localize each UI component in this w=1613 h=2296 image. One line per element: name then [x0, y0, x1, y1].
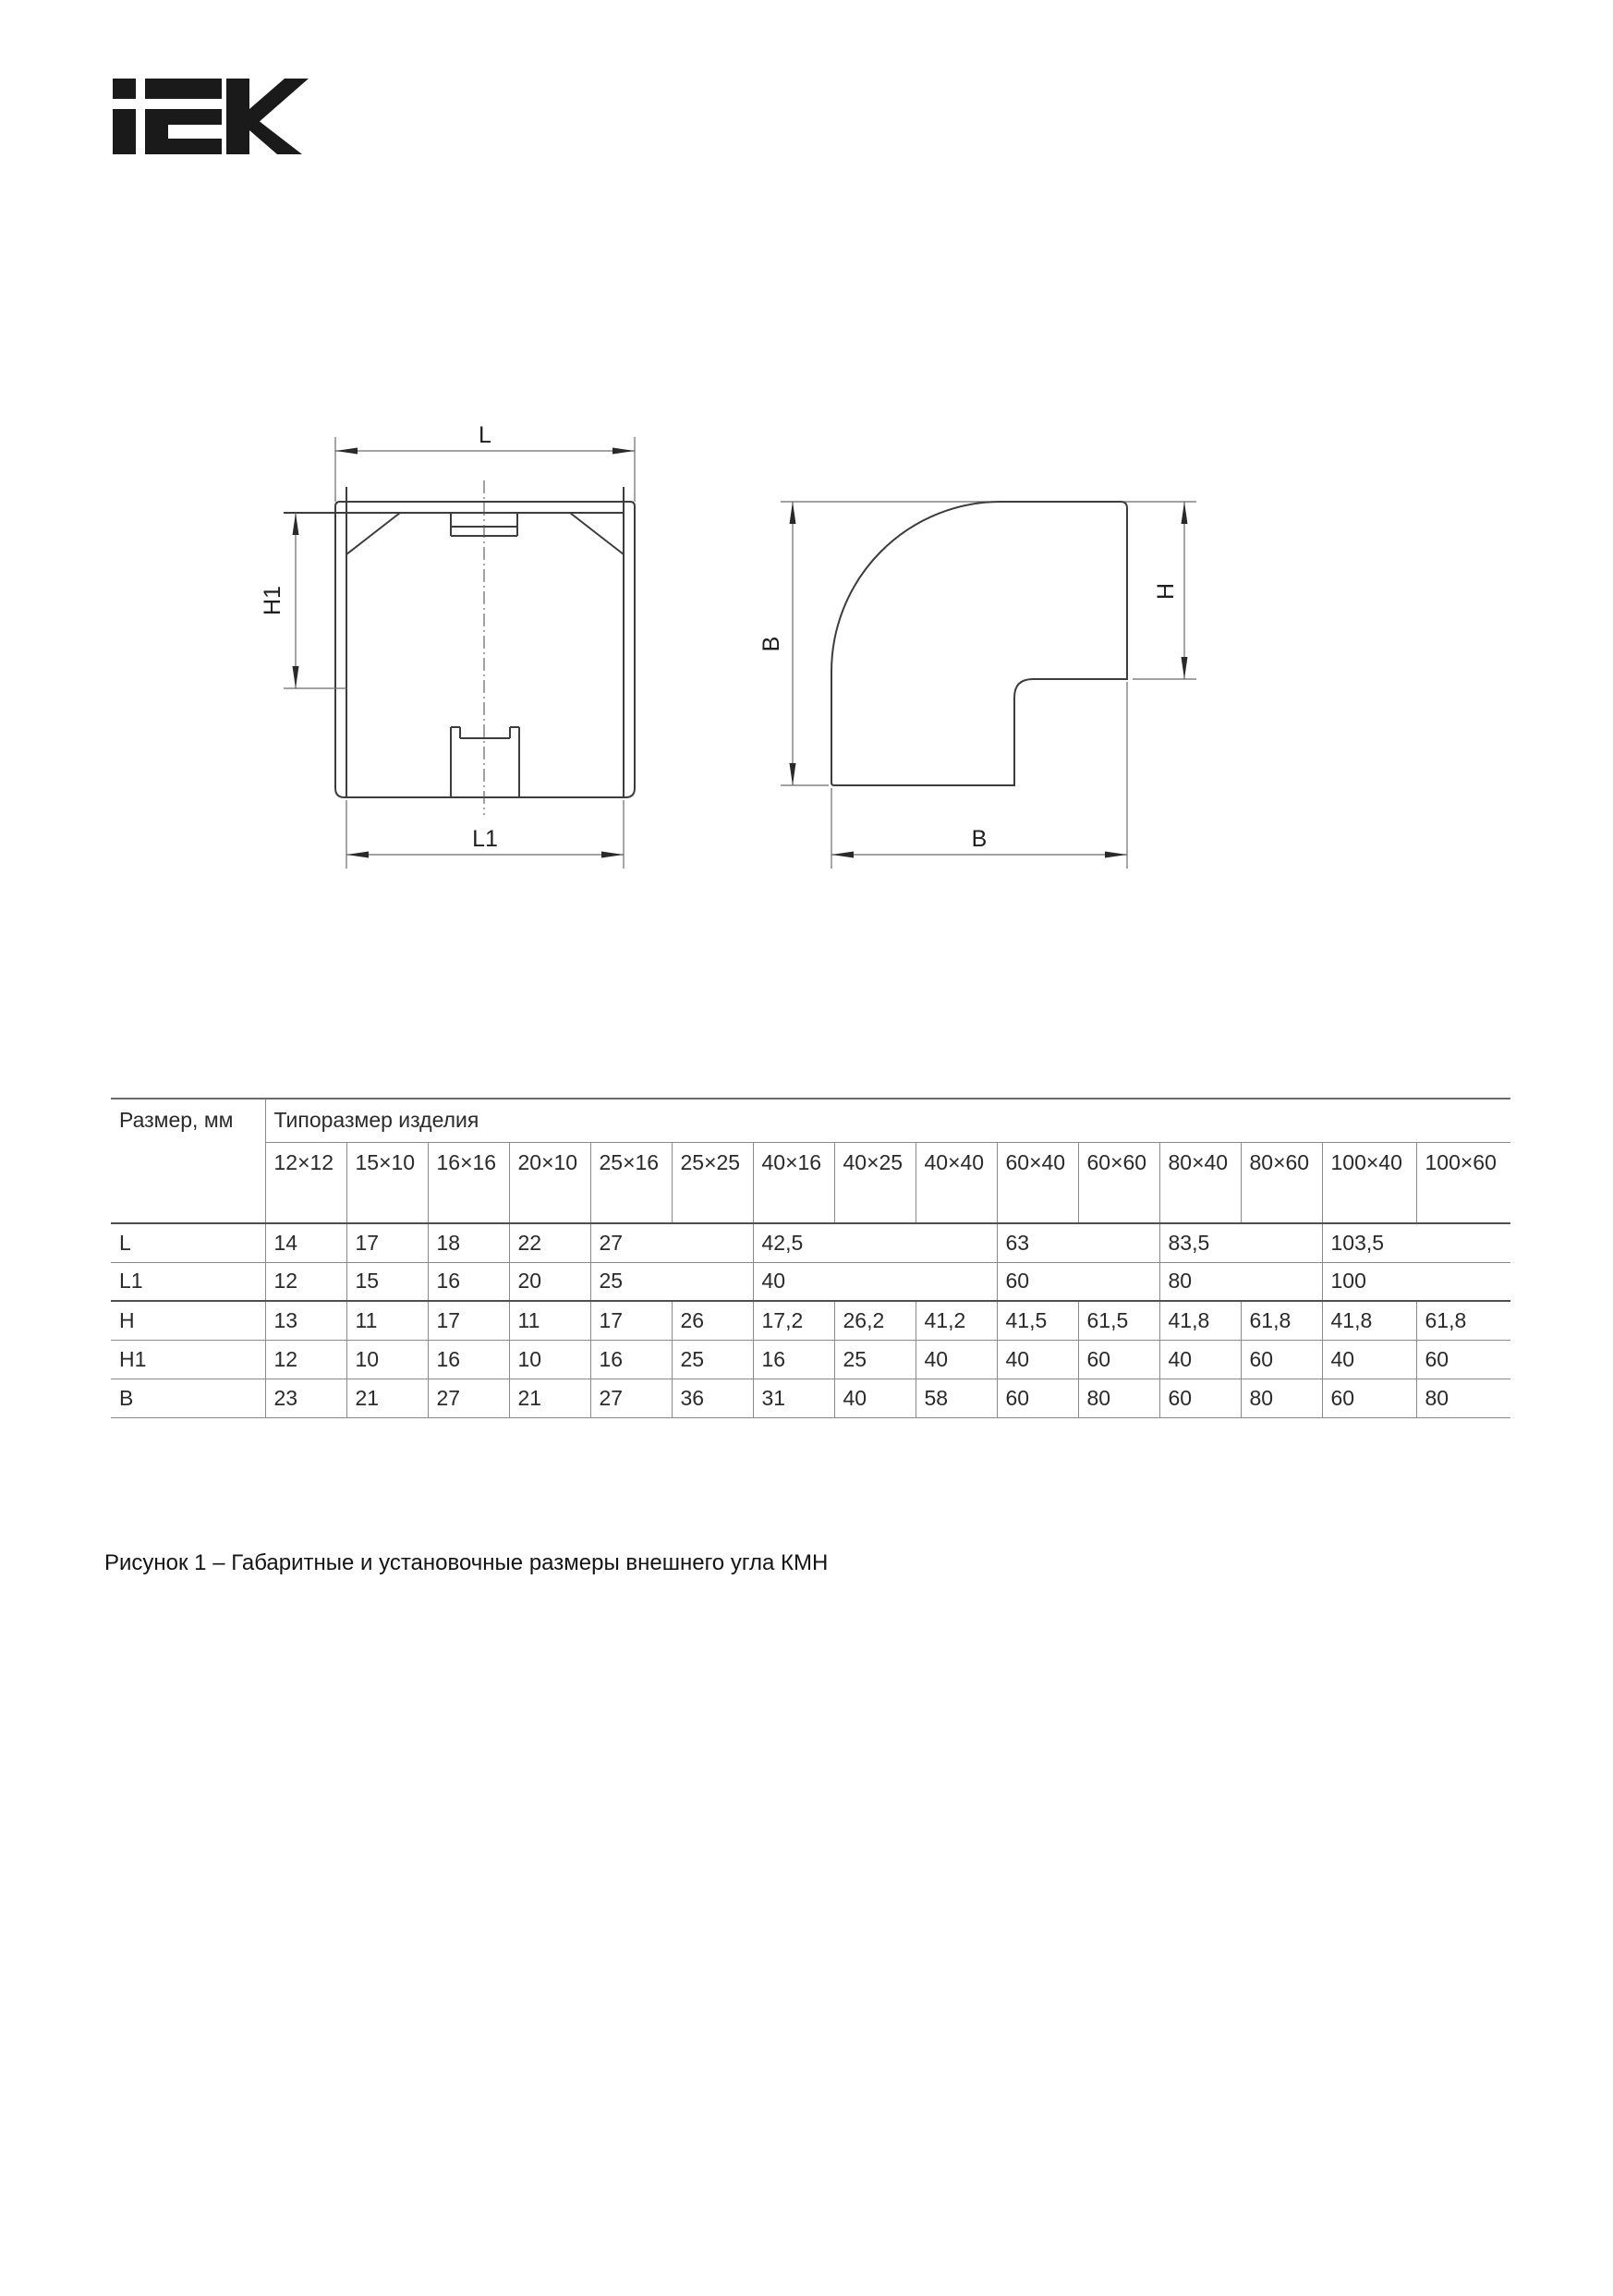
size-header: 15×10 [346, 1142, 428, 1223]
size-header: 40×25 [834, 1142, 916, 1223]
dim-L1 [346, 800, 624, 869]
value-cell: 60 [1078, 1340, 1159, 1379]
value-cell: 21 [346, 1379, 428, 1417]
table-row [111, 1223, 1510, 1262]
size-header: 40×40 [916, 1142, 997, 1223]
value-cell: 18 [428, 1223, 509, 1262]
dim-label-H1: H1 [260, 586, 285, 615]
size-header: 80×60 [1241, 1142, 1322, 1223]
dim-label-B-bottom: B [971, 826, 988, 852]
size-header: 12×12 [265, 1142, 346, 1223]
row-label: B [111, 1379, 265, 1417]
size-header: 80×40 [1159, 1142, 1241, 1223]
size-header: 60×60 [1078, 1142, 1159, 1223]
table-group-header: Типоразмер изделия [265, 1099, 1510, 1142]
value-cell: 10 [346, 1340, 428, 1379]
value-cell: 16 [590, 1340, 672, 1379]
value-cell: 41,5 [997, 1301, 1078, 1340]
value-cell: 22 [509, 1223, 590, 1262]
table-row [111, 1301, 1510, 1340]
value-cell: 40 [997, 1340, 1078, 1379]
value-cell: 40 [1322, 1340, 1416, 1379]
value-cell: 60 [997, 1262, 1159, 1301]
value-cell: 41,2 [916, 1301, 997, 1340]
iek-logo-glyphs [113, 79, 309, 154]
value-cell: 27 [590, 1379, 672, 1417]
size-header: 16×16 [428, 1142, 509, 1223]
value-cell: 16 [428, 1340, 509, 1379]
value-cell: 100 [1322, 1262, 1510, 1301]
value-cell: 80 [1159, 1262, 1322, 1301]
value-cell: 17 [428, 1301, 509, 1340]
side-body-outline [831, 502, 1127, 785]
row-label: H1 [111, 1340, 265, 1379]
value-cell: 61,5 [1078, 1301, 1159, 1340]
dimensions-table [111, 1098, 1510, 1418]
value-cell: 40 [834, 1379, 916, 1417]
table-row [111, 1262, 1510, 1301]
dim-B-left [758, 502, 829, 785]
dim-B-bottom [831, 682, 1127, 869]
value-cell: 25 [590, 1262, 753, 1301]
value-cell: 21 [509, 1379, 590, 1417]
dim-L [335, 422, 635, 502]
front-body-outline [335, 502, 635, 797]
value-cell: 63 [997, 1223, 1159, 1262]
value-cell: 61,8 [1416, 1301, 1510, 1340]
dim-label-H: H [1153, 582, 1179, 601]
dim-H [1133, 502, 1196, 679]
value-cell: 41,8 [1322, 1301, 1416, 1340]
value-cell: 60 [1322, 1379, 1416, 1417]
value-cell: 60 [1416, 1340, 1510, 1379]
size-header: 25×16 [590, 1142, 672, 1223]
value-cell: 25 [834, 1340, 916, 1379]
size-header: 100×60 [1416, 1142, 1510, 1223]
dim-label-L: L [479, 422, 491, 448]
value-cell: 41,8 [1159, 1301, 1241, 1340]
value-cell: 58 [916, 1379, 997, 1417]
front-gusset-right [570, 513, 624, 554]
value-cell: 80 [1078, 1379, 1159, 1417]
value-cell: 13 [265, 1301, 346, 1340]
table-row [111, 1379, 1510, 1417]
value-cell: 27 [428, 1379, 509, 1417]
value-cell: 12 [265, 1262, 346, 1301]
dim-H1 [260, 513, 346, 688]
value-cell: 83,5 [1159, 1223, 1322, 1262]
value-cell: 17,2 [753, 1301, 834, 1340]
value-cell: 10 [509, 1340, 590, 1379]
side-view [758, 502, 1196, 869]
size-header: 25×25 [672, 1142, 753, 1223]
value-cell: 36 [672, 1379, 753, 1417]
value-cell: 12 [265, 1340, 346, 1379]
value-cell: 27 [590, 1223, 753, 1262]
dimension-drawing [259, 407, 1219, 896]
value-cell: 61,8 [1241, 1301, 1322, 1340]
row-label: L1 [111, 1262, 265, 1301]
value-cell: 80 [1416, 1379, 1510, 1417]
value-cell: 31 [753, 1379, 834, 1417]
value-cell: 40 [916, 1340, 997, 1379]
value-cell: 103,5 [1322, 1223, 1510, 1262]
front-clip-detail [451, 727, 519, 797]
value-cell: 15 [346, 1262, 428, 1301]
size-header: 100×40 [1322, 1142, 1416, 1223]
front-gusset-left [346, 513, 400, 554]
value-cell: 26 [672, 1301, 753, 1340]
front-view [260, 422, 635, 869]
value-cell: 17 [346, 1223, 428, 1262]
value-cell: 11 [509, 1301, 590, 1340]
value-cell: 60 [1159, 1379, 1241, 1417]
value-cell: 80 [1241, 1379, 1322, 1417]
value-cell: 16 [753, 1340, 834, 1379]
size-header: 60×40 [997, 1142, 1078, 1223]
row-label: L [111, 1223, 265, 1262]
value-cell: 60 [1241, 1340, 1322, 1379]
value-cell: 14 [265, 1223, 346, 1262]
value-cell: 11 [346, 1301, 428, 1340]
value-cell: 42,5 [753, 1223, 997, 1262]
value-cell: 16 [428, 1262, 509, 1301]
table-row [111, 1340, 1510, 1379]
value-cell: 60 [997, 1379, 1078, 1417]
value-cell: 40 [753, 1262, 997, 1301]
dim-label-B-left: B [758, 636, 784, 652]
dim-label-L1: L1 [472, 826, 498, 852]
table-corner-header: Размер, мм [111, 1099, 265, 1223]
value-cell: 40 [1159, 1340, 1241, 1379]
value-cell: 17 [590, 1301, 672, 1340]
row-label: H [111, 1301, 265, 1340]
size-header: 20×10 [509, 1142, 590, 1223]
value-cell: 26,2 [834, 1301, 916, 1340]
value-cell: 20 [509, 1262, 590, 1301]
iek-logo [113, 79, 309, 154]
figure-caption: Рисунок 1 – Габаритные и установочные размеры внешнего угла КМН [104, 1550, 829, 1575]
size-header: 40×16 [753, 1142, 834, 1223]
value-cell: 25 [672, 1340, 753, 1379]
value-cell: 23 [265, 1379, 346, 1417]
